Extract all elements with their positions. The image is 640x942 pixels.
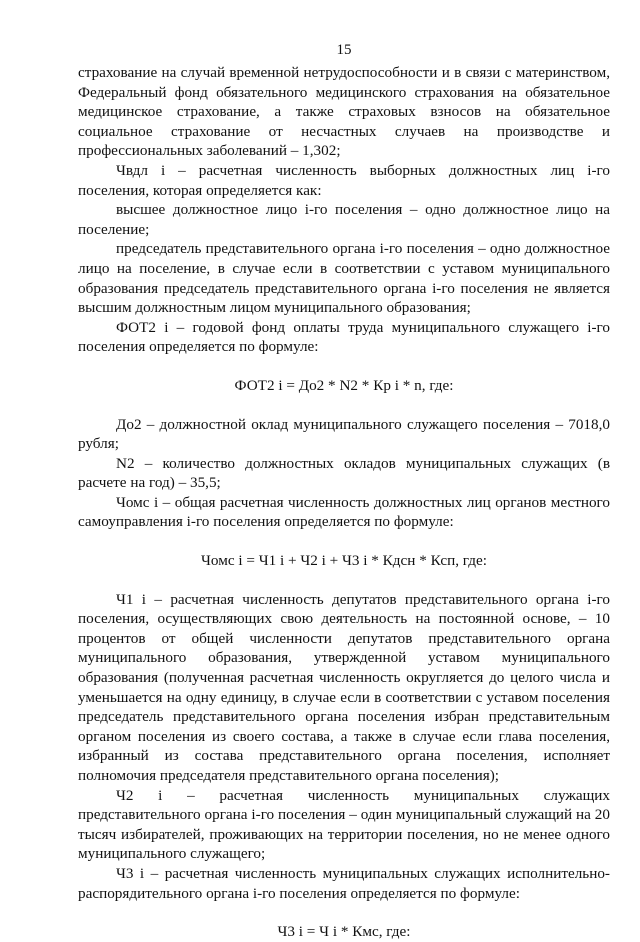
paragraph-choms-definition: Чомс i – общая расчетная численность должностных лиц органов местного самоуправления i-го поселения определяется по формуле: — [78, 493, 610, 531]
paragraph-ch2: Ч2 i – расчетная численность муниципальных служащих представительного органа i-го поселения – один муниципальный служащий на 20 тысяч избирателей, проживающих на территории поселения, но не менее одного муниципального служащего; — [78, 786, 610, 863]
paragraph-n2: N2 – количество должностных окладов муниципальных служащих (в расчете на год) – 35,5; — [78, 454, 610, 492]
paragraph-chvdl-definition: Чвдл i – расчетная численность выборных должностных лиц i-го поселения, которая определяется как: — [78, 161, 610, 199]
page-number: 15 — [336, 42, 352, 58]
formula-fot2: ФОТ2 i = До2 * N2 * Кр i * n, где: — [234, 376, 454, 394]
paragraph-fot2-definition: ФОТ2 i – годовой фонд оплаты труда муниципального служащего i-го поселения определяется по формуле: — [78, 318, 610, 356]
paragraph-chairman: председатель представительного органа i-го поселения – одно должностное лицо на поселение, в случае если в соответствии с уставом муниципального образования председатель представительного органа i-го поселения не является высшим должностным лицом муниципального образования; — [78, 240, 610, 317]
paragraph-do2: До2 – должностной оклад муниципального служащего поселения – 7018,0 рубля; — [78, 415, 610, 453]
paragraph-insurance-coefficient: страхование на случай временной нетрудоспособности и в связи с материнством, Федеральный фонд обязательного медицинского страхования на обязательное медицинское страхование, а также страховых взносов на обязательное социальное страхование от несчастных случаев на производстве и профессиональных заболеваний – 1,302; — [78, 64, 610, 160]
paragraph-ch1: Ч1 i – расчетная численность депутатов представительного органа i-го поселения, осуществляющих свою деятельность на постоянной основе, – 10 процентов от общей численности депутатов представительного органа муниципального образования, утвержденной уставом муниципального образования (полученная расчетная численность округляется до целого числа и уменьшается на одну единицу, в случае если в соответствии с уставом поселения председатель представительного органа поселения избран представительным органом поселения из своего состава, а также в случае если глава поселения, избранный из состава представительного органа поселения, исполняет полномочия председателя представительного органа поселения); — [78, 590, 610, 784]
paragraph-ch3-definition: Ч3 i – расчетная численность муниципальных служащих исполнительно-распорядительного органа i-го поселения определяется по формуле: — [78, 864, 610, 902]
paragraph-highest-official: высшее должностное лицо i-го поселения – одно должностное лицо на поселение; — [78, 201, 610, 238]
formula-choms: Чомс i = Ч1 i + Ч2 i + Ч3 i * Кдсн * Ксп, где: — [201, 552, 487, 570]
formula-ch3: Ч3 i = Ч i * Кмс, где: — [277, 923, 411, 941]
